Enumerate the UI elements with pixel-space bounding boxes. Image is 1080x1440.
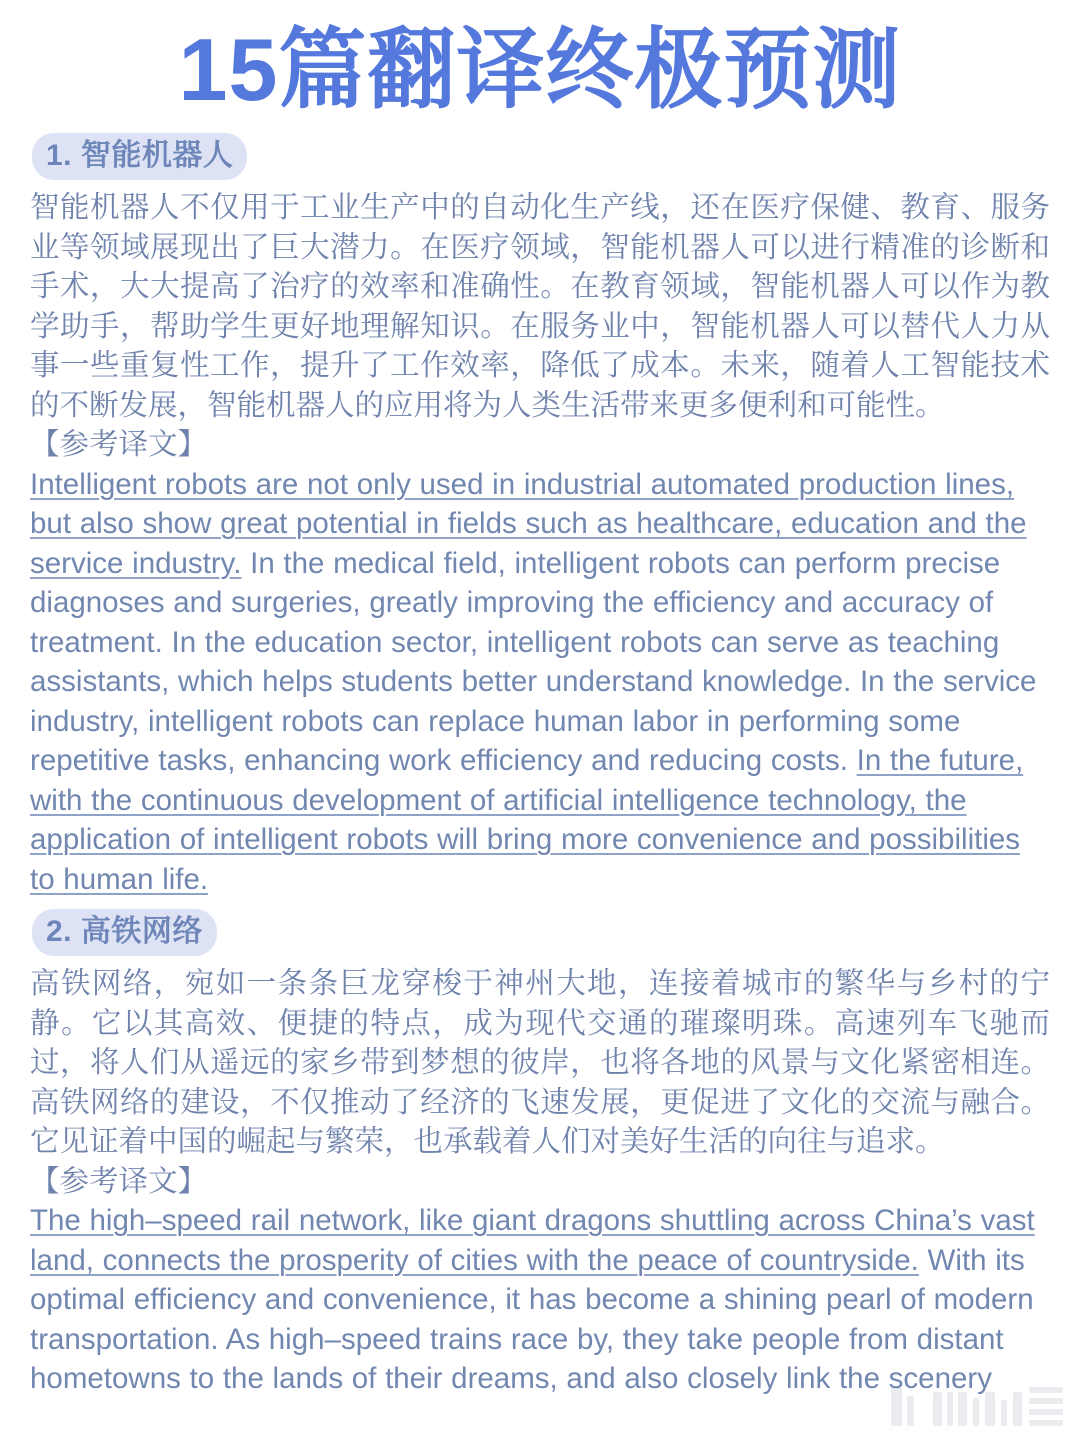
section-1-header: 1. 智能机器人 — [32, 133, 247, 180]
underlined-run: In the future, with the continuous development of artificial intelligence technology, the application of intelligent robots will bring more convenience and possibilities to human life. — [30, 744, 1024, 896]
section-2-chinese-paragraph: 高铁网络，宛如一条条巨龙穿梭于神州大地，连接着城市的繁华与乡村的宁静。它以其高效、便捷的特点，成为现代交通的璀璨明珠。高速列车飞驰而过，将人们从遥远的家乡带到梦想的彼岸，也将各地的风景与文化紧密相连。高铁网络的建设，不仅推动了经济的飞速发展，更促进了文化的交流与融合。它见证着中国的崛起与繁荣，也承载着人们对美好生活的向往与追求。 — [30, 967, 1050, 1159]
plain-run: In the medical field, intelligent robots can perform precise diagnoses and surgeries, greatly improving the efficiency and accuracy of treatment. In the education sector, intelligent robots can serve as teaching assistants, which helps students better understand knowledge. In the service industry, intelligent robots can replace human labor in performing some repetitive tasks, enhancing work efficiency and reducing costs. — [30, 546, 1037, 778]
section-2-reference-label: 【参考译文】 — [30, 1164, 208, 1198]
underlined-run: The high–speed rail network, like giant dragons shuttling across China’s vast land, connects the prosperity of cities with the peace of countryside. — [30, 1204, 1035, 1277]
section-2-english-paragraph — [30, 1201, 1050, 1399]
section-1-reference-label: 【参考译文】 — [30, 428, 208, 462]
plain-run: With its optimal efficiency and convenience, it has become a shining pearl of modern transportation. As high–speed trains race by, they take people from distant hometowns to the lands of their dreams, and also closely link the scenery — [30, 1243, 1034, 1396]
section-2 — [30, 899, 1050, 1399]
section-1-english-paragraph — [30, 465, 1050, 900]
underlined-run: Intelligent robots are not only used in industrial automated production lines, but also show great potential in fields such as healthcare, education and the service industry. — [30, 467, 1027, 580]
section-1 — [30, 123, 1050, 899]
page-title: 15篇翻译终极预测 — [178, 20, 902, 119]
section-1-chinese-paragraph: 智能机器人不仅用于工业生产中的自动化生产线，还在医疗保健、教育、服务业等领域展现出了巨大潜力。在医疗领域，智能机器人可以进行精准的诊断和手术，大大提高了治疗的效率和准确性。在教育领域，智能机器人可以作为教学助手，帮助学生更好地理解知识。在服务业中，智能机器人可以替代人力从事一些重复性工作，提升了工作效率，降低了成本。未来，随着人工智能技术的不断发展，智能机器人的应用将为人类生活带来更多便利和可能性。 — [30, 191, 1050, 422]
section-2-header: 2. 高铁网络 — [32, 909, 217, 956]
